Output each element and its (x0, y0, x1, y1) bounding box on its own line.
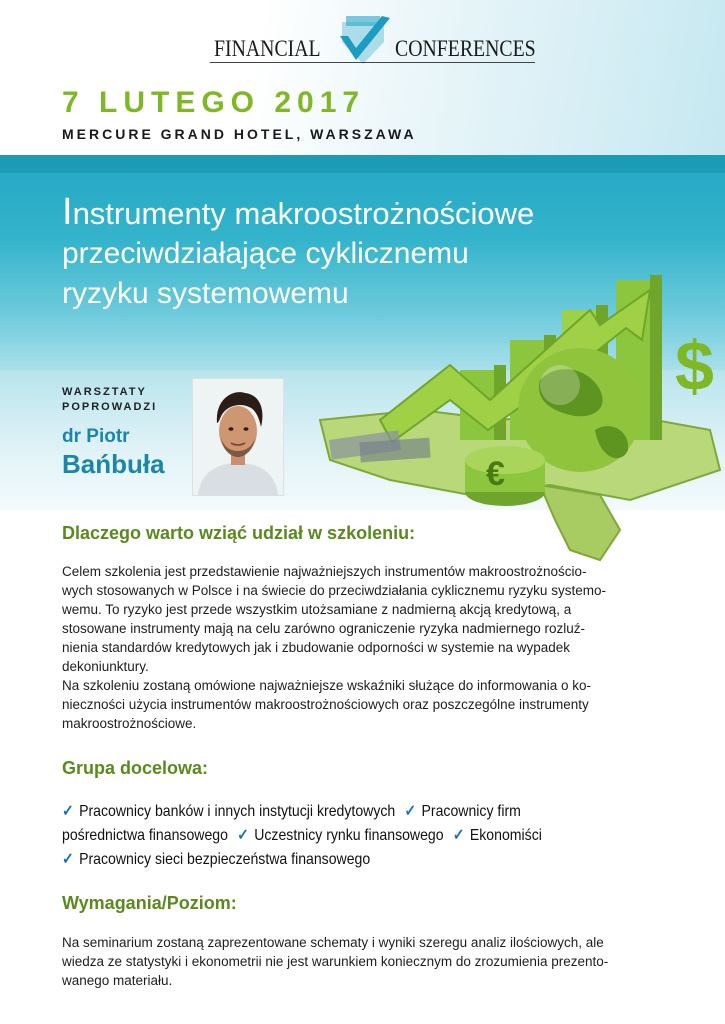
audience-item: Pracownicy banków i innych instytucji kredytowych (79, 803, 396, 820)
speaker-last-name: Bańbuła (62, 449, 165, 479)
speaker-photo (192, 378, 284, 496)
audience-item: Uczestnicy rynku finansowego (254, 827, 444, 844)
audience-item: Pracownicy firm (421, 803, 521, 820)
audience-list (62, 800, 682, 872)
title-initial: I (62, 191, 73, 233)
level-line: wanego materiału. (62, 973, 173, 988)
audience-line-2 (62, 824, 608, 848)
check-icon: ✓ (237, 827, 249, 844)
level-line: Na seminarium zostaną zaprezentowane schematy i wyniki szeregu analiz ilościowych, ale (62, 935, 604, 950)
why-line: dekoniunktury. (62, 659, 149, 674)
title-line-3: ryzyku systemowemu (62, 277, 349, 310)
euro-icon (465, 446, 545, 506)
level-paragraph (62, 933, 680, 990)
why-line: Celem szkolenia jest przedstawienie najważniejszych instrumentów makroostrożnościo- (62, 564, 587, 579)
banner-stripe (0, 155, 725, 173)
logo-left-word: FINANCIAL (214, 36, 321, 61)
check-icon: ✓ (404, 803, 417, 820)
audience-line-1 (62, 800, 608, 824)
why-line: wych stosowanych w Polsce i na świecie do przeciwdziałania cyklicznemu ryzyku systemo- (62, 583, 606, 598)
speaker-first-name: dr Piotr (62, 426, 130, 447)
why-line: makroostrożnościowe. (62, 716, 197, 731)
audience-item: Pracownicy sieci bezpieczeństwa finansowego (79, 851, 371, 868)
speaker-label-line-2: POPROWADZI (62, 401, 158, 413)
audience-line-3 (62, 848, 608, 872)
check-icon: ✓ (62, 851, 74, 868)
why-line: wemu. To ryzyko jest przede wszystkim utożsamiane z nadmierną akcją kredytową, a (62, 602, 572, 617)
why-heading: Dlaczego warto wziąć udział w szkoleniu: (62, 523, 416, 543)
logo-underline (210, 62, 535, 63)
why-paragraph (62, 562, 680, 733)
event-date: 7 LUTEGO 2017 (62, 86, 366, 119)
logo-right-word: CONFERENCES (395, 36, 536, 61)
audience-item-continued: pośrednictwa finansowego (62, 827, 228, 844)
title-line-1 (62, 192, 702, 234)
event-venue: MERCURE GRAND HOTEL, WARSZAWA (62, 126, 417, 142)
title-line-2: przeciwdziałające cyklicznemu (62, 237, 469, 270)
main-title (62, 192, 702, 314)
speaker-label-line-1: WARSZTATY (62, 386, 147, 398)
svg-text:€: € (486, 455, 505, 493)
level-line: wiedza ze statystyki i ekonometrii nie jest warunkiem koniecznym do zrozumienia prezento- (62, 954, 609, 969)
level-heading: Wymagania/Poziom: (62, 893, 237, 913)
check-icon: ✓ (62, 803, 74, 820)
audience-heading: Grupa docelowa: (62, 758, 209, 778)
why-line: nienia standardów kredytowych jak i zbudowanie odporności w systemie na wypadek (62, 640, 571, 655)
audience-item: Ekonomiści (469, 827, 542, 844)
logo (210, 12, 540, 72)
why-line: Na szkoleniu zostaną omówione najważniejsze wskaźniki służące do informowania o ko- (62, 678, 592, 693)
why-line: stosowane instrumenty mają na celu zarówno ograniczenie ryzyka nadmiernego rozluź- (62, 621, 586, 636)
svg-text:$: $ (675, 327, 714, 405)
title-line-1-rest: nstrumenty makroostrożnościowe (72, 196, 535, 231)
dollar-icon (675, 327, 714, 405)
why-line: nieczności użycia instrumentów makroostrożnościowych oraz poszczególne instrumenty (62, 697, 589, 712)
check-icon: ✓ (452, 827, 465, 844)
